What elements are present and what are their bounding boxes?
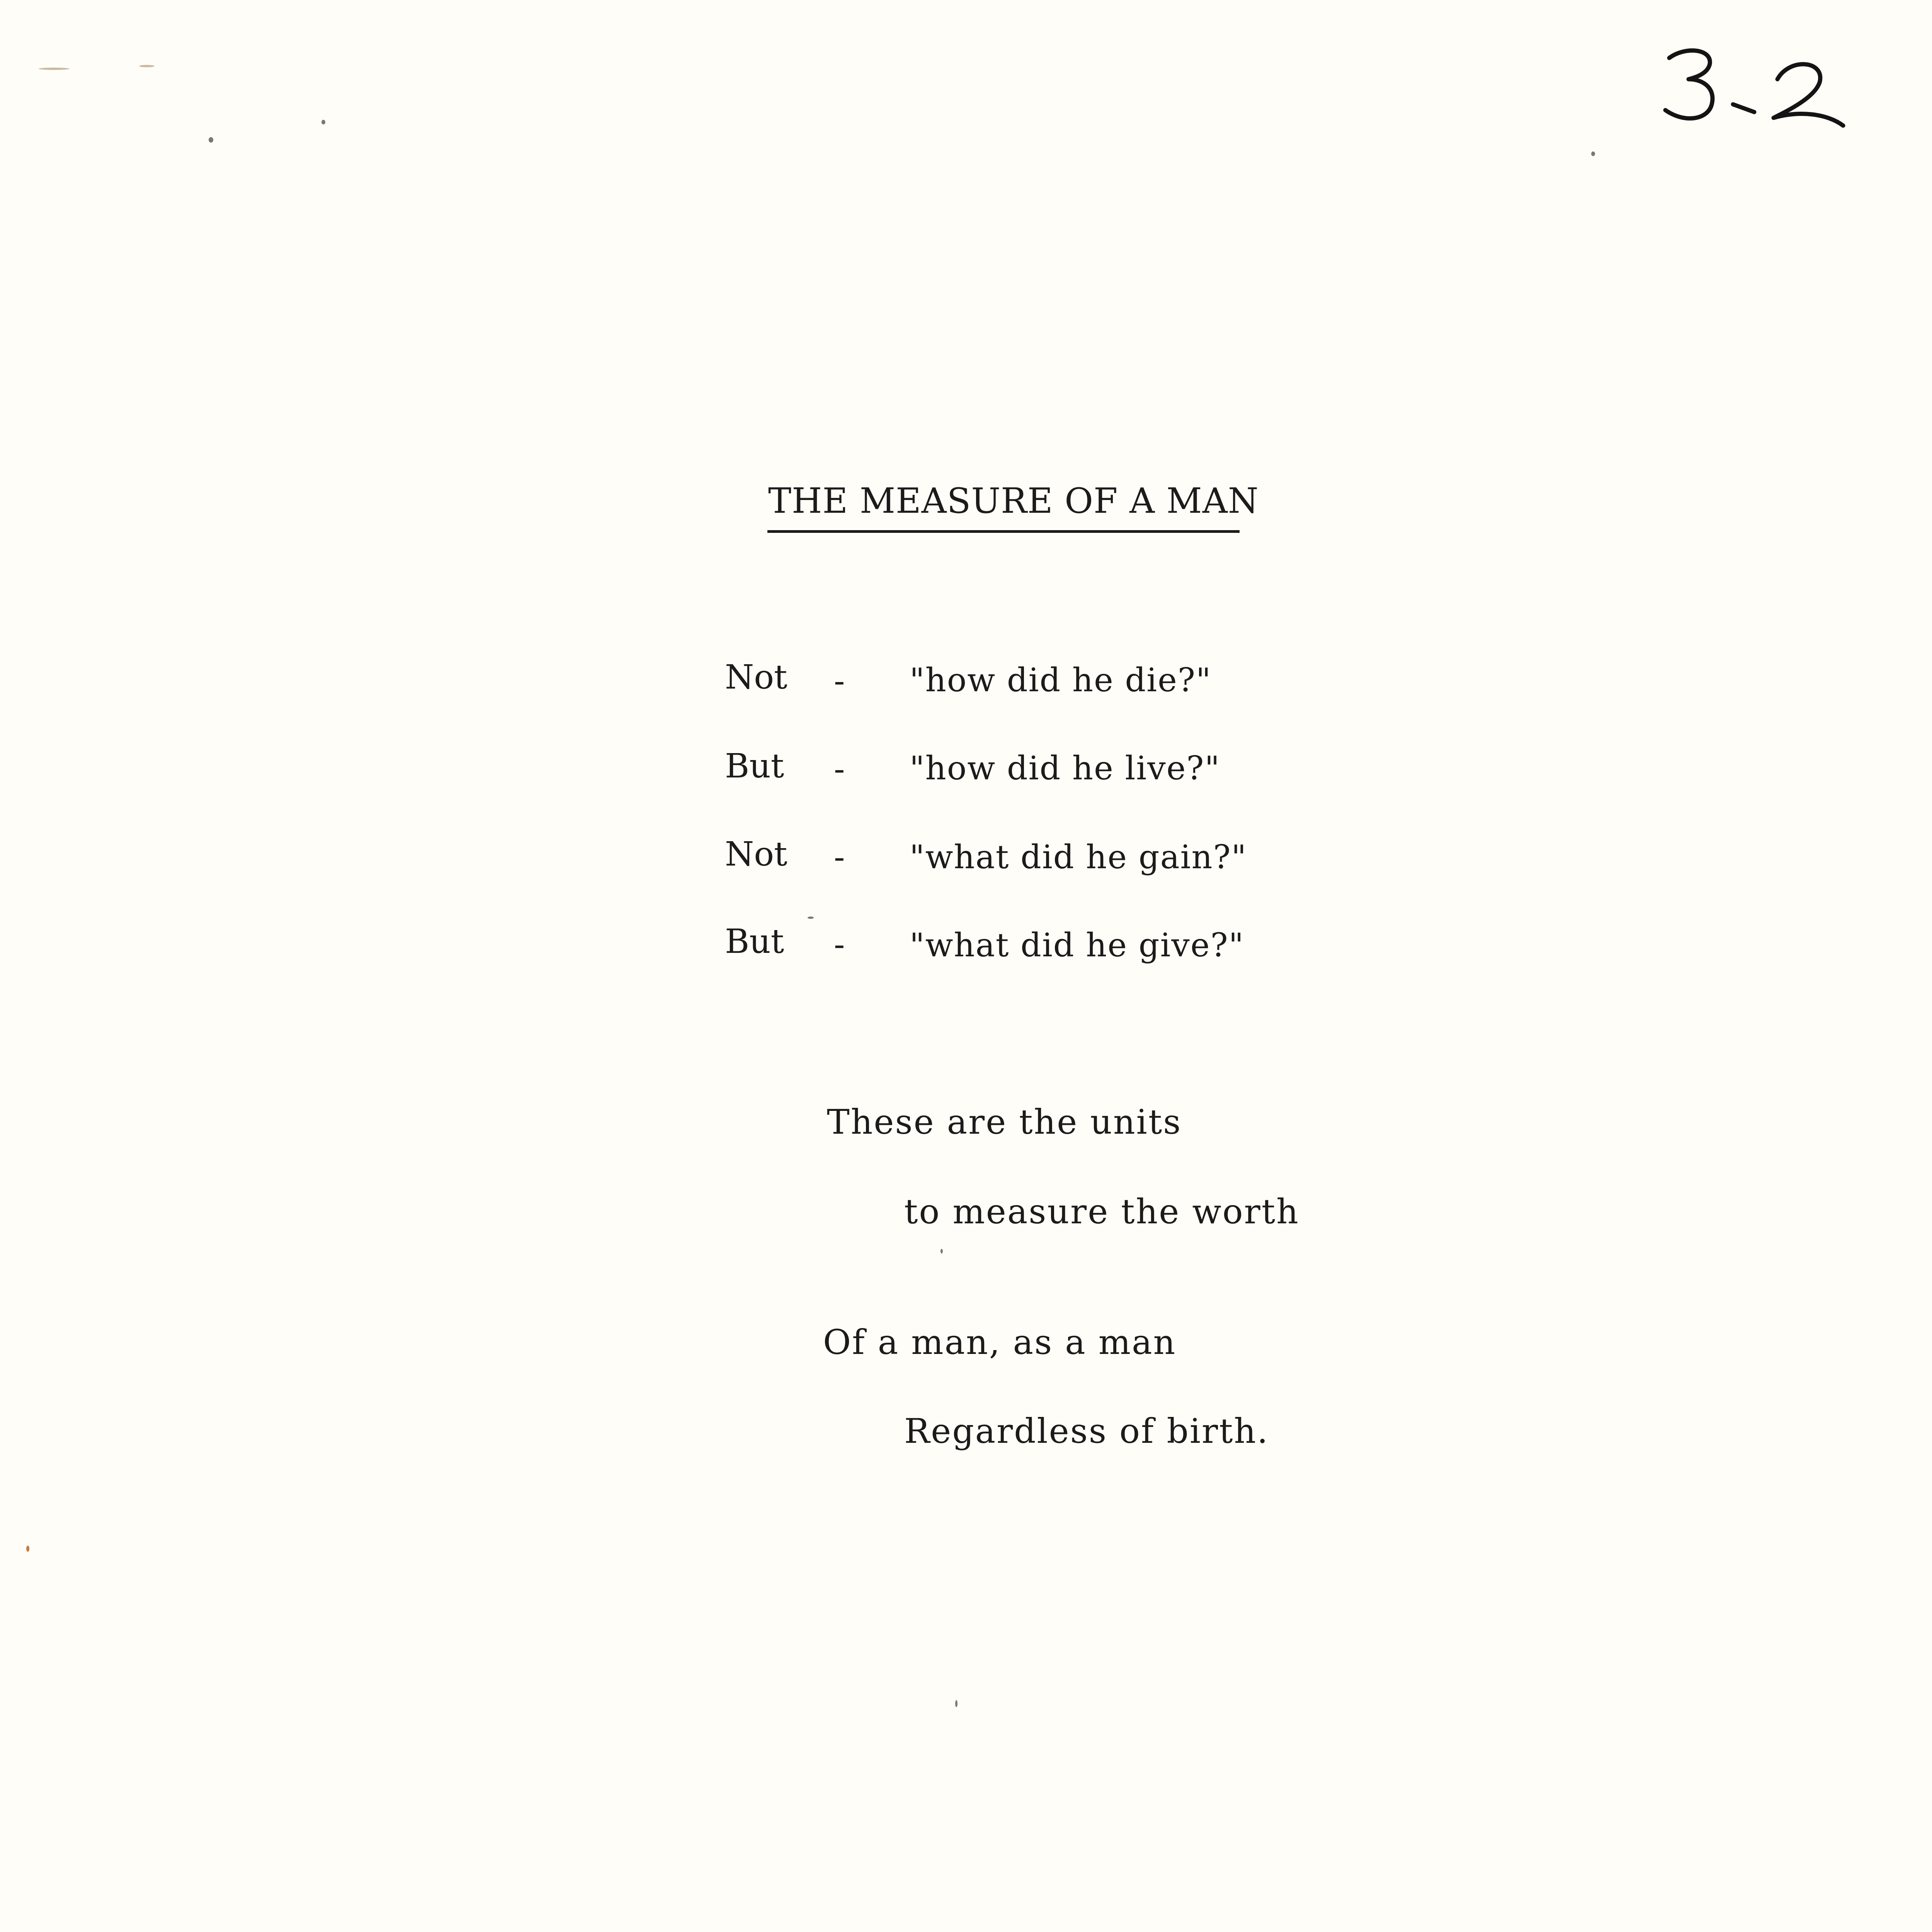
paper-speck	[321, 120, 325, 124]
contrast-dash: -	[834, 662, 845, 700]
contrast-dash: -	[834, 838, 845, 876]
contrast-question: "what did he give?"	[910, 926, 1245, 964]
paper-speck	[1591, 151, 1595, 156]
contrast-label: Not	[725, 658, 787, 697]
document-title: THE MEASURE OF A MAN	[768, 481, 1259, 521]
verse-line: to measure the worth	[904, 1192, 1299, 1231]
contrast-dash: -	[834, 750, 845, 788]
paper-speck	[808, 917, 814, 919]
verse-line: Of a man, as a man	[823, 1322, 1177, 1362]
contrast-label: But	[725, 922, 784, 961]
paper-speck	[26, 1546, 29, 1552]
contrast-label: Not	[725, 835, 787, 874]
contrast-question: "how did he live?"	[910, 749, 1221, 787]
paper-speck	[940, 1249, 943, 1253]
paper-speck	[139, 65, 155, 67]
verse-line: Regardless of birth.	[904, 1411, 1269, 1451]
handwritten-page-number	[1662, 43, 1878, 135]
paper-speck	[39, 68, 70, 70]
title-underline	[767, 530, 1240, 533]
verse-line: These are the units	[827, 1102, 1182, 1142]
contrast-dash: -	[834, 925, 845, 963]
paper-speck	[209, 137, 213, 143]
contrast-question: "what did he gain?"	[910, 838, 1247, 876]
paper-speck	[955, 1700, 957, 1707]
contrast-question: "how did he die?"	[910, 661, 1212, 699]
contrast-label: But	[725, 747, 784, 786]
